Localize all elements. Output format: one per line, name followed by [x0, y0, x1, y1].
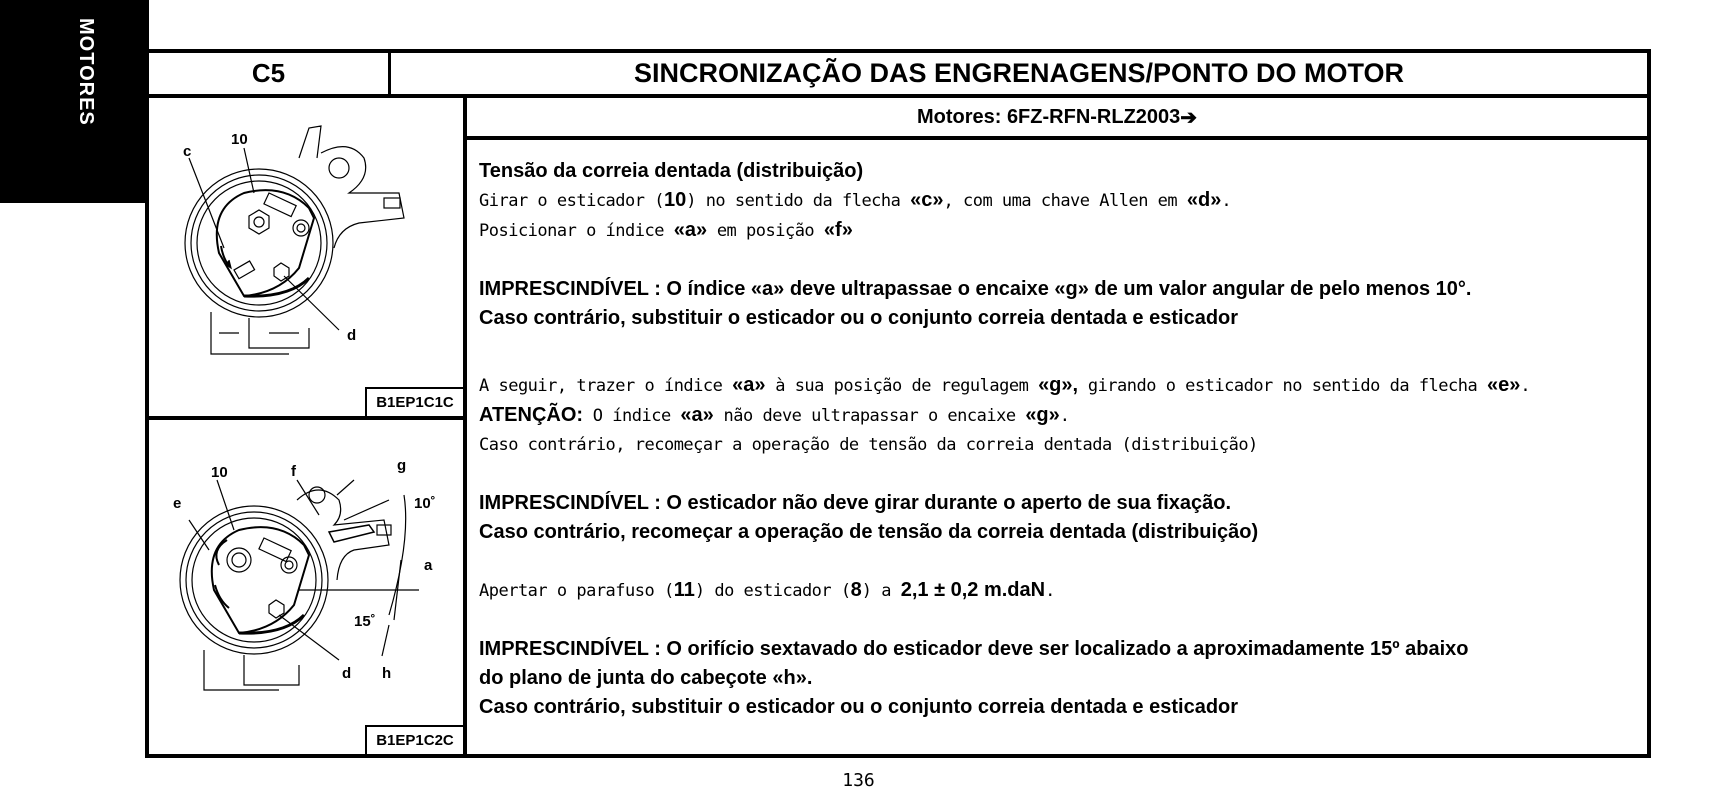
figure-tensioner-1: [149, 98, 463, 420]
label-h: h: [382, 665, 392, 682]
label-d: d: [347, 327, 357, 344]
step-restart: Caso contrário, recomeçar a operação de tensão da correia dentada (distribuição): [479, 435, 1258, 455]
arrow-right-icon: ➔: [1180, 106, 1198, 129]
engines-year: 2003: [1135, 105, 1181, 128]
engines-label: Motores: 6FZ-RFN-RLZ: [916, 105, 1136, 128]
tensioner-diagram-2: [149, 420, 463, 754]
page-title: SINCRONIZAÇÃO DAS ENGRENAGENS/PONTO DO MOTOR: [391, 53, 1647, 98]
step-position-index: Posicionar o índice «a» em posição «f»: [479, 219, 853, 241]
section-tab-label: MOTORES: [75, 18, 97, 126]
attention-note: ATENÇÃO: O índice «a» não deve ultrapassar o encaixe «g».: [479, 404, 1070, 426]
label-10: 10: [231, 131, 248, 148]
procedure-sheet: [145, 49, 1651, 758]
label-e: e: [173, 495, 182, 512]
label-15-degrees: 15˚: [354, 613, 376, 630]
procedure-content: [479, 157, 1637, 722]
figure-code: B1EP1C2C: [365, 725, 463, 754]
engines-header: [467, 98, 1647, 140]
section-tab: [0, 0, 149, 203]
label-10: 10: [211, 464, 228, 481]
warning-2-line-1: IMPRESCINDÍVEL : O esticador não deve girar durante o aperto de sua fixação.: [479, 492, 1232, 514]
figure-code: B1EP1C1C: [365, 387, 463, 416]
label-f: f: [291, 463, 296, 480]
page-number: 136: [842, 770, 875, 791]
figure-tensioner-2: [149, 420, 463, 754]
step-torque: Apertar o parafuso (11) do esticador (8) a 2,1 ± 0,2 m.daN.: [479, 579, 1055, 601]
figures-column: [149, 98, 467, 754]
section-title: Tensão da correia dentada (distribuição): [479, 160, 864, 182]
step-return-index: A seguir, trazer o índice «a» à sua posição de regulagem «g», girando o esticador no sentido da flecha «e».: [479, 374, 1531, 396]
tensioner-diagram-1: [149, 98, 463, 416]
warning-3-line-3: Caso contrário, substituir o esticador ou o conjunto correia dentada e esticador: [479, 696, 1239, 718]
step-rotate-tensioner: Girar o esticador (10) no sentido da flecha «c», com uma chave Allen em «d».: [479, 189, 1232, 211]
warning-3-line-1: IMPRESCINDÍVEL : O orifício sextavado do esticador deve ser localizado a aproximadamente 15º abaixo: [479, 638, 1469, 660]
warning-2-line-2: Caso contrário, recomeçar a operação de tensão da correia dentada (distribuição): [479, 521, 1259, 543]
warning-1-line-2: Caso contrário, substituir o esticador ou o conjunto correia dentada e esticador: [479, 307, 1239, 329]
procedure-code: C5: [149, 53, 391, 98]
label-c: c: [183, 143, 192, 160]
label-10-degrees: 10˚: [414, 495, 436, 512]
warning-1-line-1: IMPRESCINDÍVEL : O índice «a» deve ultrapassae o encaixe «g» de um valor angular de pelo menos 10°.: [479, 278, 1472, 300]
label-d: d: [342, 665, 352, 682]
label-a: a: [424, 557, 433, 574]
warning-3-line-2: do plano de junta do cabeçote «h».: [479, 667, 813, 689]
label-g: g: [397, 457, 407, 474]
